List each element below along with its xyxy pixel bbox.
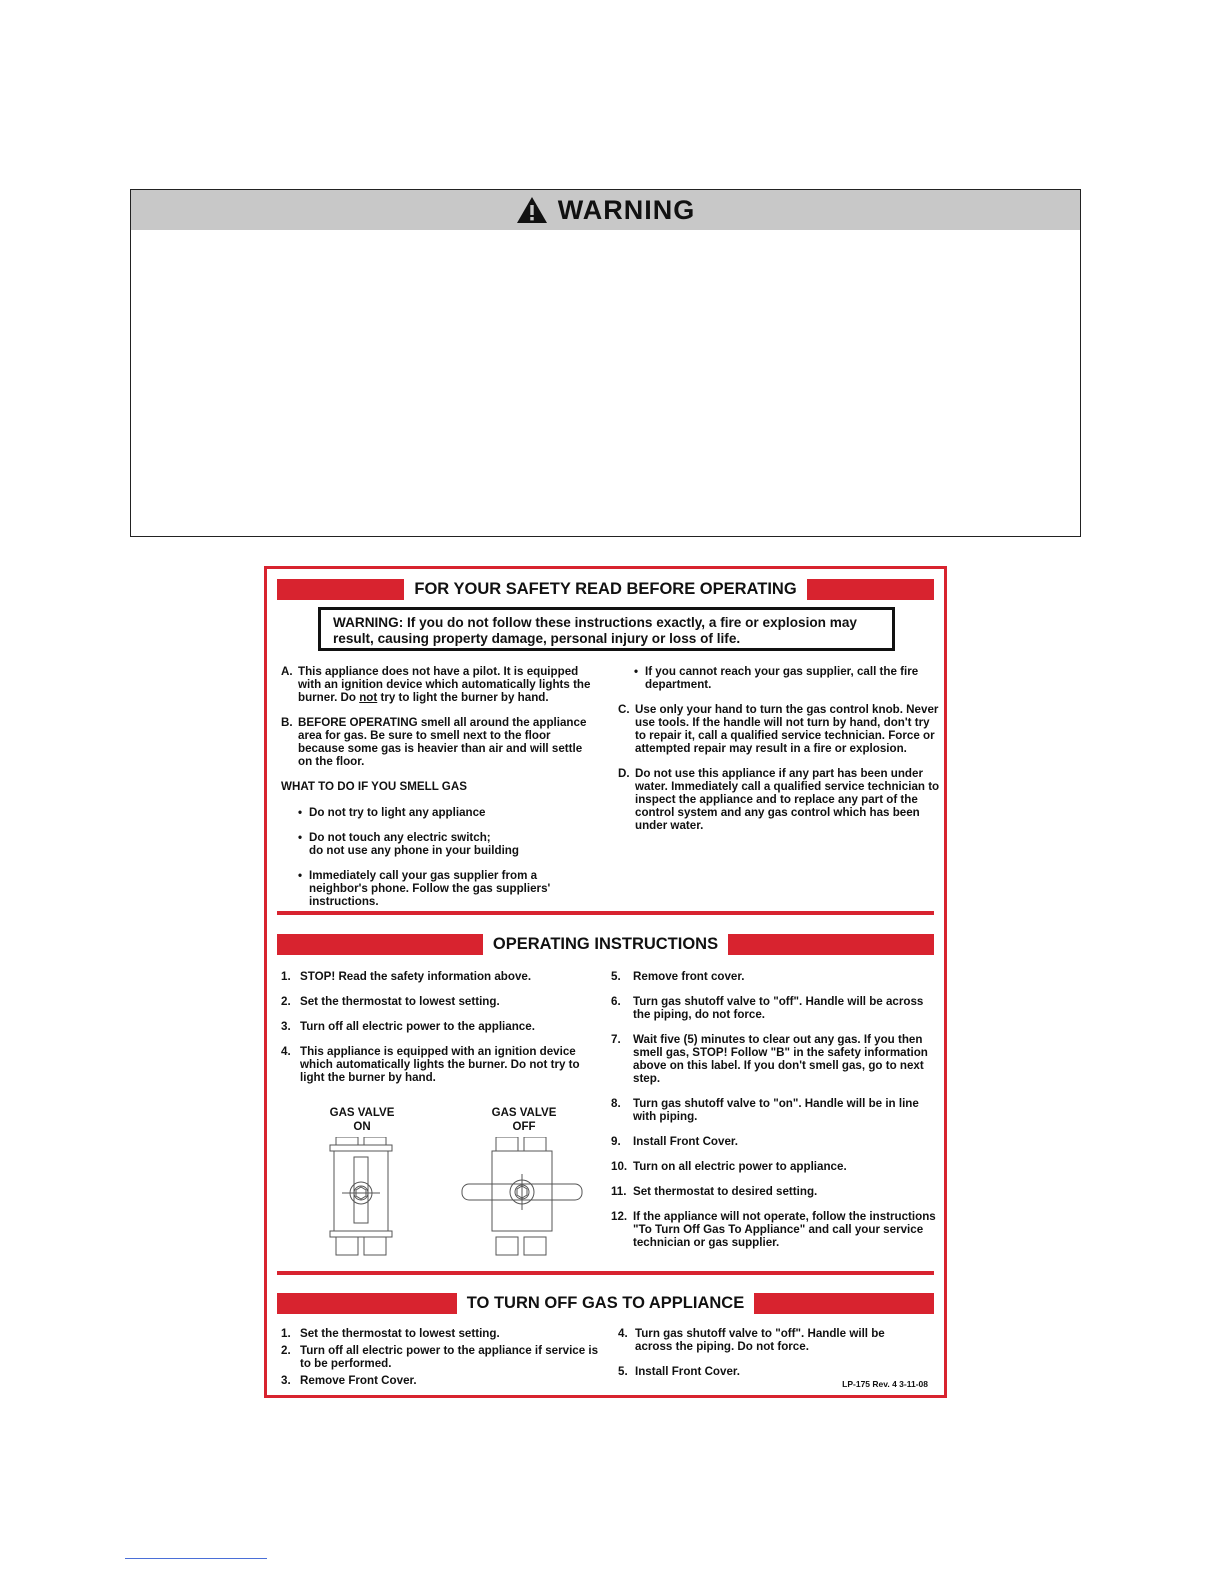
list-item	[611, 970, 941, 983]
footnote-separator	[125, 1558, 267, 1559]
step-text: Set the thermostat to lowest setting.	[300, 1327, 500, 1340]
step-text: Set thermostat to desired setting.	[633, 1185, 818, 1198]
list-item	[298, 806, 599, 819]
step-number: 9.	[611, 1135, 621, 1148]
safety-label	[264, 566, 947, 1398]
list-item	[618, 665, 940, 691]
list-item	[298, 831, 599, 857]
bullet-text	[309, 831, 599, 857]
list-item	[611, 1160, 941, 1173]
step-text: Install Front Cover.	[633, 1135, 739, 1148]
item-key: A.	[281, 665, 293, 678]
item-text	[298, 665, 599, 704]
label-warning-box: WARNING: If you do not follow these instructions exactly, a fire or explosion may result, causing property damage, personal injury or loss of life.	[318, 607, 895, 651]
operating-banner	[277, 934, 934, 955]
step-number: 4.	[618, 1327, 628, 1340]
step-text: Turn off all electric power to the appliance if service is to be performed.	[300, 1344, 599, 1370]
bullet-icon: •	[298, 869, 303, 882]
step-text: Install Front Cover.	[635, 1365, 741, 1378]
item-text: Do not use this appliance if any part has been under water. Immediately call a qualified service technician to inspect the appliance and to replace any part of the control system and any gas control which has been under water.	[635, 767, 940, 832]
bullet-text: Immediately call your gas supplier from a neighbor's phone. Follow the gas suppliers' instructions.	[309, 869, 551, 908]
step-number: 6.	[611, 995, 621, 1008]
step-number: 1.	[281, 970, 291, 983]
safety-title: FOR YOUR SAFETY READ BEFORE OPERATING	[414, 580, 797, 598]
step-text: Remove front cover.	[633, 970, 745, 983]
step-number: 10.	[611, 1160, 628, 1173]
operating-right-column	[611, 970, 941, 1261]
step-number: 4.	[281, 1045, 291, 1058]
caption-line: GAS VALVE	[491, 1107, 557, 1119]
step-text: Turn gas shutoff valve to "on". Handle will be in line with piping.	[633, 1097, 919, 1123]
valve-on-caption	[317, 1106, 407, 1134]
step-text: This appliance is equipped with an ignition device which automatically lights the burner. Do not try to light the burner by hand.	[300, 1045, 580, 1084]
operating-title: OPERATING INSTRUCTIONS	[492, 935, 719, 953]
step-text: Turn off all electric power to the appliance.	[300, 1020, 535, 1033]
bullet-text-line: Do not touch any electric switch;	[309, 831, 491, 844]
turnoff-right-column	[618, 1327, 918, 1382]
bullet-icon: •	[298, 806, 303, 819]
step-number: 2.	[281, 995, 291, 1008]
banner-bar-right	[807, 579, 934, 600]
safety-item-d	[618, 767, 940, 832]
step-text: Turn gas shutoff valve to "off". Handle will be across the piping, do not force.	[633, 995, 924, 1021]
warning-title: WARNING	[557, 194, 696, 225]
item-text: BEFORE OPERATING smell all around the appliance area for gas. Be sure to smell next to the floor because some gas is heavier than air and will settle on the floor.	[298, 716, 587, 768]
bullet-text: If you cannot reach your gas supplier, call the fire department.	[645, 665, 919, 691]
step-number: 3.	[281, 1020, 291, 1033]
step-text: Wait five (5) minutes to clear out any gas. If you then smell gas, STOP! Follow "B" in the safety information above on this label. If you don't smell gas, go to next step.	[633, 1033, 928, 1085]
gas-valve-on-illustration	[324, 1137, 398, 1257]
turnoff-banner	[277, 1293, 934, 1314]
banner-bar-right	[754, 1293, 934, 1314]
item-a-text-1: This appliance does not have a pilot. It is equipped with an ignition device which automatically lights the burner. Do	[298, 665, 591, 704]
caption-line: OFF	[512, 1121, 536, 1133]
item-a-text-2: try to light the burner by hand.	[380, 691, 549, 704]
step-number: 11.	[611, 1185, 627, 1198]
operating-left-column	[281, 970, 599, 1096]
bullet-icon: •	[634, 665, 639, 678]
banner-bar-right	[728, 934, 934, 955]
caption-line: GAS VALVE	[329, 1107, 395, 1119]
list-item	[281, 970, 599, 983]
banner-bar-left	[277, 1293, 457, 1314]
turnoff-left-column	[281, 1327, 601, 1391]
list-item	[611, 1135, 941, 1148]
list-item	[611, 1097, 941, 1123]
item-text: Use only your hand to turn the gas control knob. Never use tools. If the handle will not turn by hand, don't try to repair it, call a qualified service technician. Force or attempted repair may result in a fire or explosion.	[635, 703, 939, 755]
gas-valve-off-illustration	[460, 1137, 584, 1257]
step-number: 8.	[611, 1097, 621, 1110]
step-number: 3.	[281, 1374, 291, 1387]
list-item	[611, 1033, 941, 1085]
safety-right-column	[618, 665, 940, 844]
list-item	[281, 1374, 601, 1387]
section-divider	[277, 1271, 934, 1275]
caption-line: ON	[353, 1121, 371, 1133]
warning-triangle-icon	[516, 196, 548, 224]
item-key: D.	[618, 767, 630, 780]
item-a-not: not	[359, 691, 378, 704]
list-item	[281, 1045, 599, 1084]
list-item	[611, 1210, 941, 1249]
list-item	[611, 1185, 941, 1198]
list-item	[281, 1020, 599, 1033]
safety-banner	[277, 579, 934, 600]
bullet-text: Do not try to light any appliance	[309, 806, 486, 819]
step-text: Turn on all electric power to appliance.	[633, 1160, 847, 1173]
safety-item-a	[281, 665, 599, 704]
bullet-icon: •	[298, 831, 303, 844]
step-number: 12.	[611, 1210, 628, 1223]
step-number: 7.	[611, 1033, 621, 1046]
turnoff-title: TO TURN OFF GAS TO APPLIANCE	[466, 1294, 745, 1312]
smell-gas-heading: WHAT TO DO IF YOU SMELL GAS	[281, 780, 467, 793]
step-text: Set the thermostat to lowest setting.	[300, 995, 500, 1008]
step-text: Remove Front Cover.	[300, 1374, 417, 1387]
step-text: Turn gas shutoff valve to "off". Handle will be across the piping. Do not force.	[635, 1327, 885, 1353]
step-number: 1.	[281, 1327, 291, 1340]
item-key: C.	[618, 703, 630, 716]
step-number: 5.	[618, 1365, 628, 1378]
list-item	[298, 869, 599, 908]
step-text: If the appliance will not operate, follow the instructions "To Turn Off Gas To Appliance" and call your service technician or gas supplier.	[633, 1210, 936, 1249]
list-item	[281, 995, 599, 1008]
step-number: 2.	[281, 1344, 291, 1357]
banner-bar-left	[277, 934, 483, 955]
safety-left-column	[281, 665, 599, 920]
section-divider	[277, 911, 934, 915]
banner-bar-left	[277, 579, 404, 600]
list-item	[611, 995, 941, 1021]
step-text: STOP! Read the safety information above.	[300, 970, 532, 983]
safety-item-c	[618, 703, 940, 755]
list-item	[281, 1327, 601, 1340]
warning-box	[130, 189, 1081, 537]
bullet-text-line: do not use any phone in your building	[309, 844, 519, 857]
list-item	[618, 1327, 918, 1353]
safety-item-b	[281, 716, 599, 768]
list-item	[618, 1365, 918, 1378]
item-key: B.	[281, 716, 293, 729]
warning-header	[131, 190, 1080, 230]
smell-gas-list	[281, 806, 599, 908]
step-number: 5.	[611, 970, 621, 983]
label-code: LP-175 Rev. 4 3-11-08	[842, 1379, 928, 1389]
valve-off-caption	[479, 1106, 569, 1134]
list-item	[281, 1344, 601, 1370]
